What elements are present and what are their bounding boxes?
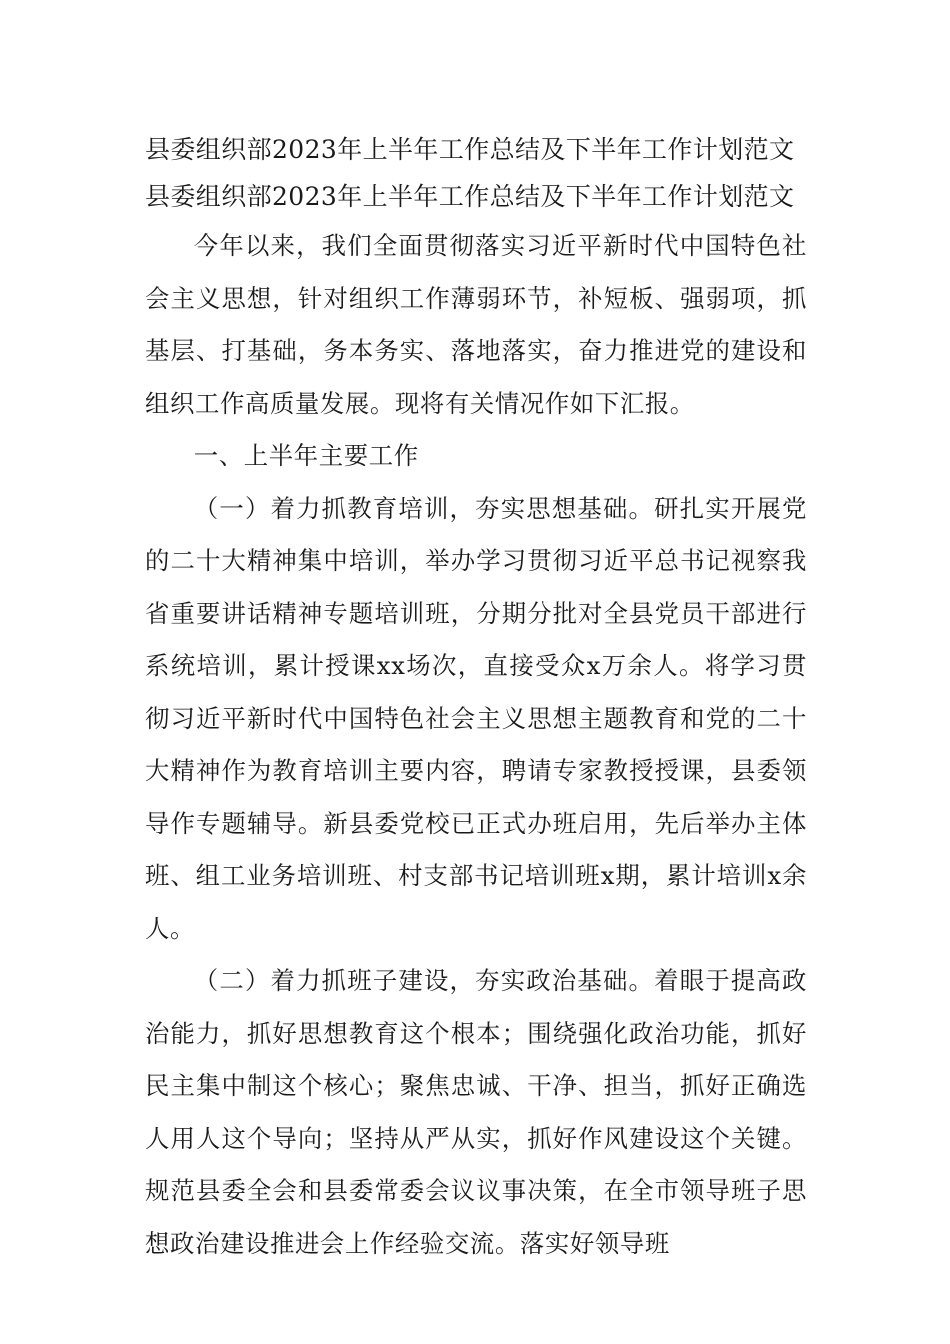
document-title-line-2: 县委组织部2023年上半年工作总结及下半年工作计划范文: [145, 182, 795, 211]
section-heading: 一、上半年主要工作: [193, 441, 419, 470]
section-paragraph-2: （二）着力抓班子建设，夯实政治基础。着眼于提高政治能力，抓好思想教育这个根本；围绕强化政治功能，抓好民主集中制这个核心；聚焦忠诚、干净、担当，抓好正确选人用人这个导向；坚持从严从实，抓好作风建设这个关键。规范县委全会和县委常委会议议事决策，在全市领导班子思想政治建设推进会上作经验交流。落实好领导班: [145, 966, 807, 1258]
section-paragraph-1: （一）着力抓教育培训，夯实思想基础。研扎实开展党的二十大精神集中培训，举办学习贯彻习近平总书记视察我省重要讲话精神专题培训班，分期分批对全县党员干部进行系统培训，累计授课xx场次，直接受众x万余人。将学习贯彻习近平新时代中国特色社会主义思想主题教育和党的二十大精神作为教育培训主要内容，聘请专家教授授课，县委领导作专题辅导。新县委党校已正式办班启用，先后举办主体班、组工业务培训班、村支部书记培训班x期，累计培训x余人。: [145, 493, 807, 943]
intro-paragraph: 今年以来，我们全面贯彻落实习近平新时代中国特色社会主义思想，针对组织工作薄弱环节，补短板、强弱项，抓基层、打基础，务本务实、落地落实，奋力推进党的建设和组织工作高质量发展。现将有关情况作如下汇报。: [145, 231, 807, 418]
document-title-line-1: 县委组织部2023年上半年工作总结及下半年工作计划范文: [145, 135, 795, 164]
document-body: [145, 126, 807, 1270]
